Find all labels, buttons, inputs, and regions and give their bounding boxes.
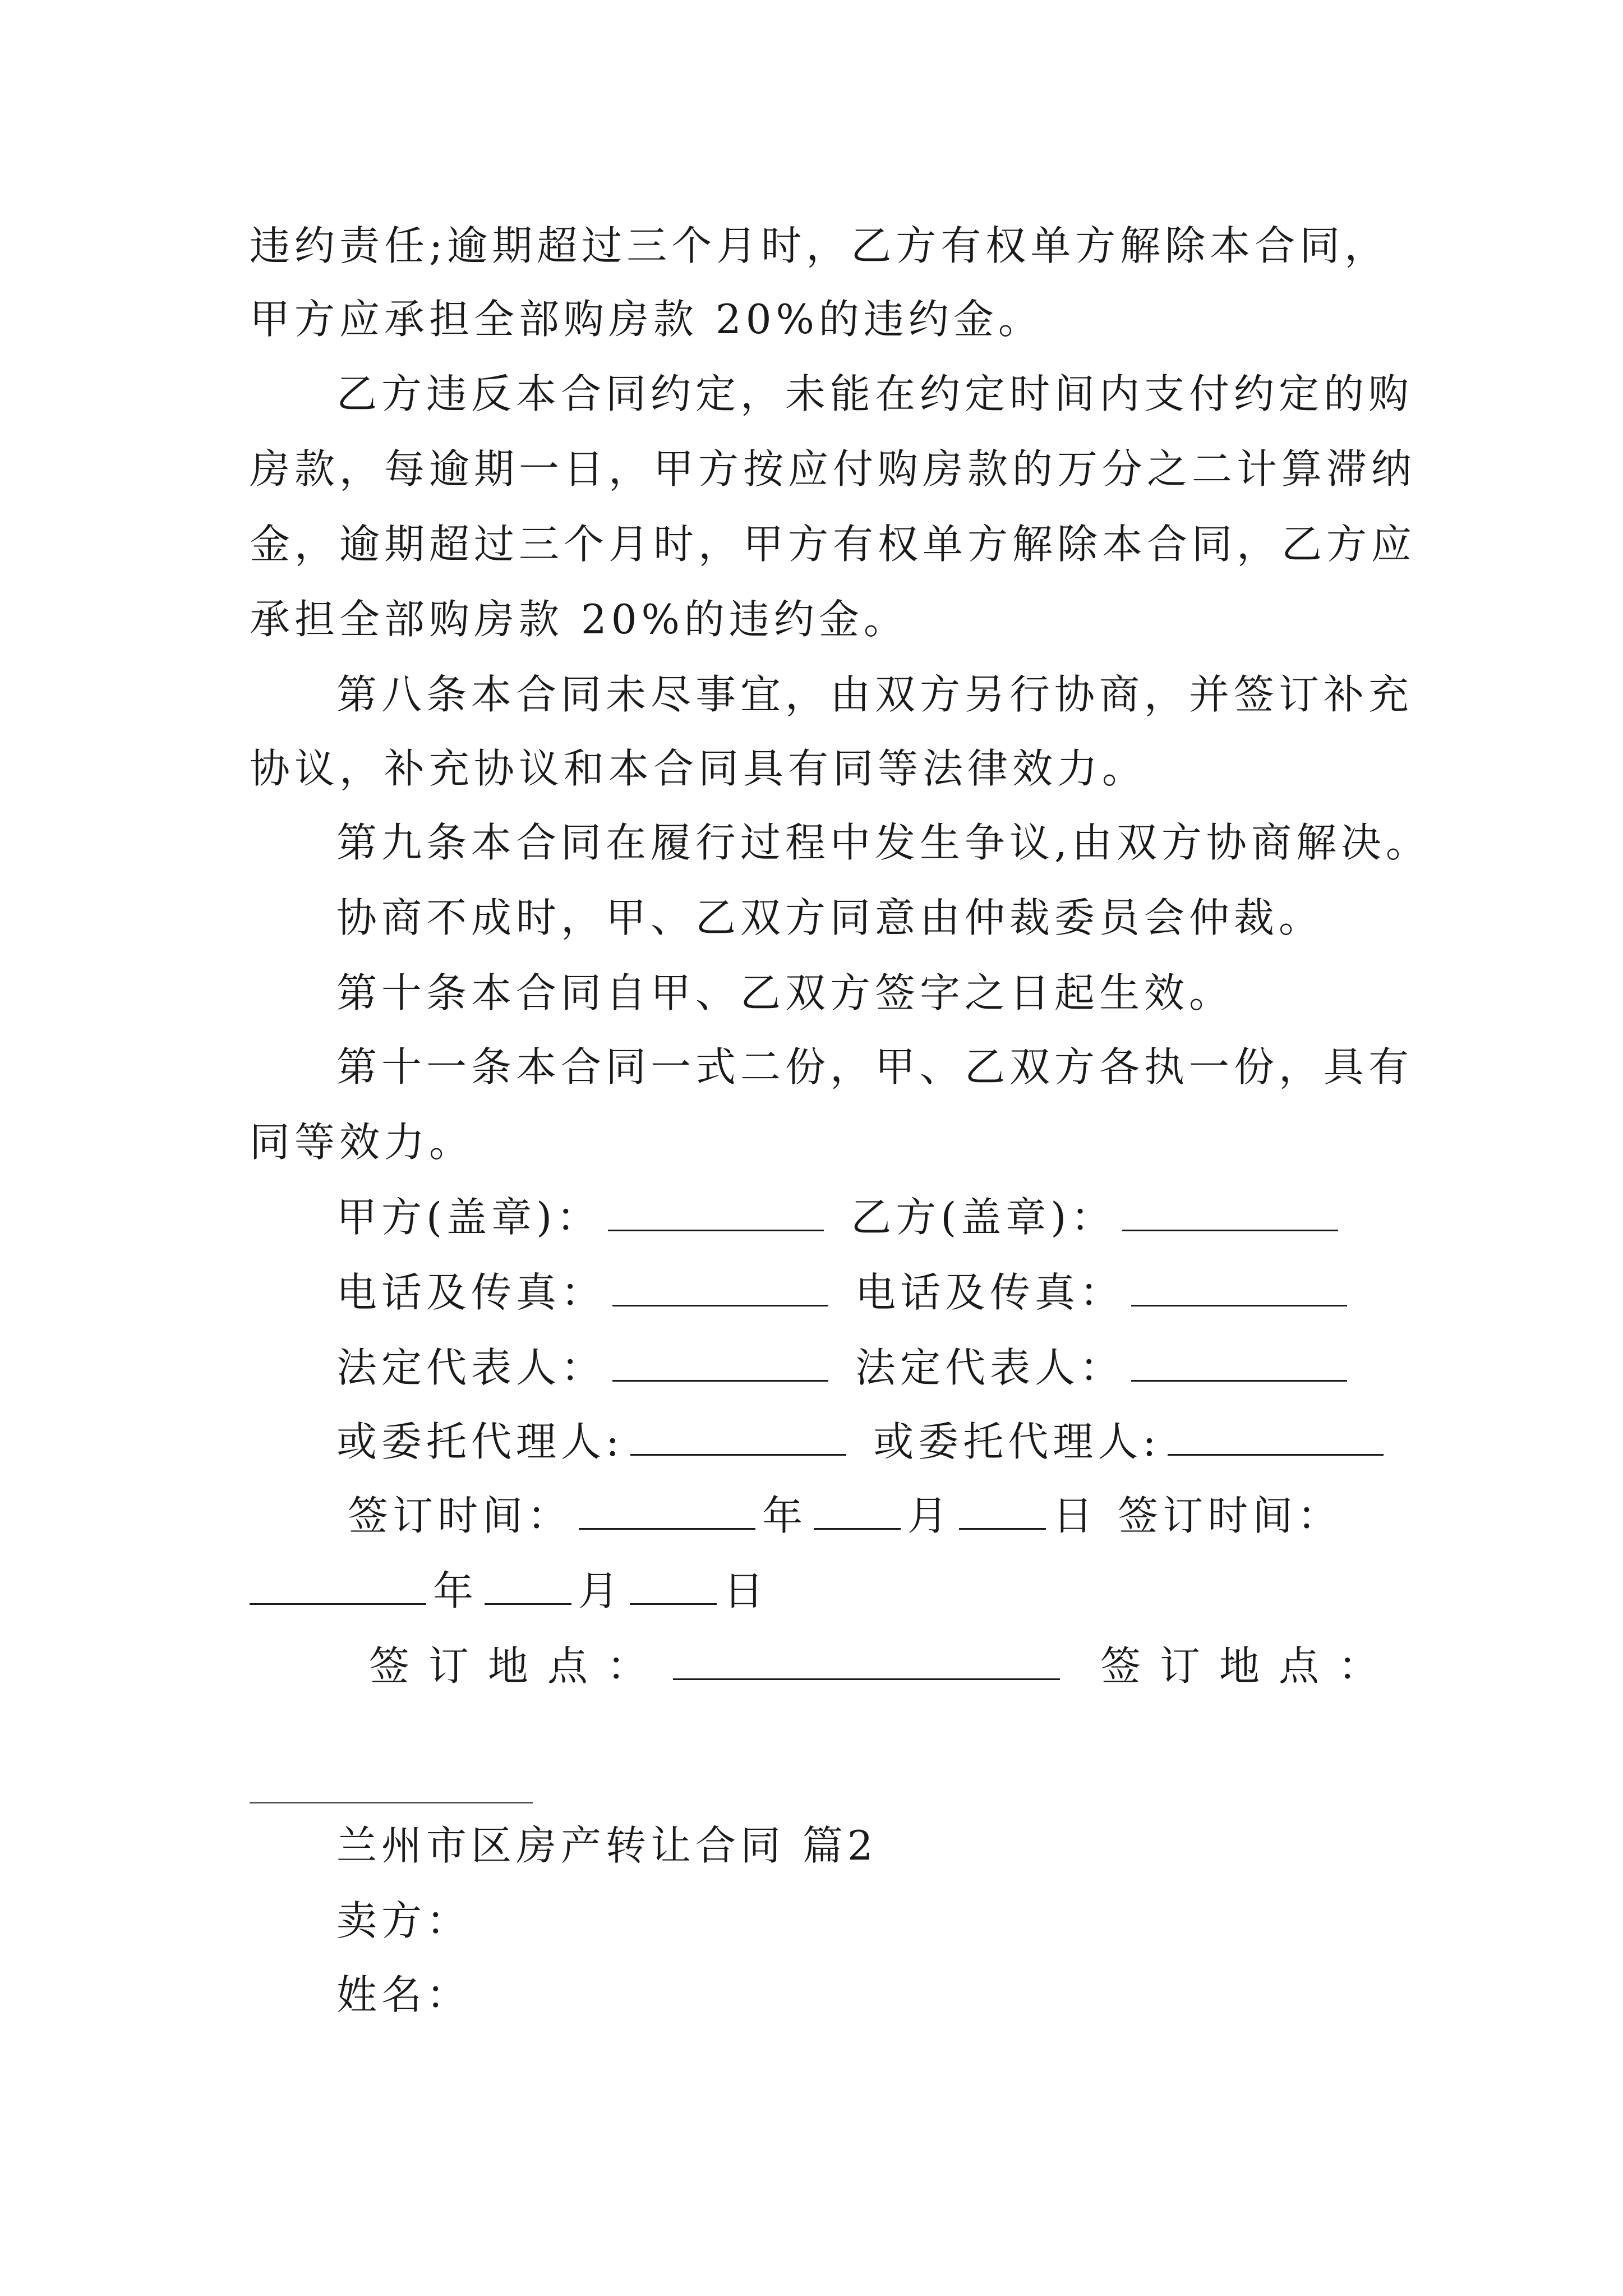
paragraph-line: 同等效力。: [250, 1119, 474, 1166]
year-label: 年: [762, 1492, 808, 1539]
legal-rep-b-blank: [1131, 1345, 1347, 1382]
paragraph-line: 甲方应承担全部购房款 20%的违约金。: [250, 296, 1043, 343]
sign-time-row: [348, 1488, 1342, 1544]
party-b-seal-label: 乙方(盖章)：: [851, 1194, 1116, 1241]
paragraph-line: 金，逾期超过三个月时，甲方有权单方解除本合同，乙方应: [250, 521, 1417, 568]
month-blank: [485, 1568, 571, 1605]
paragraph-line: 承担全部购房款 20%的违约金。: [250, 596, 909, 643]
name-label: 姓名：: [336, 1971, 472, 2018]
legal-rep-b-label: 法定代表人：: [855, 1344, 1125, 1391]
month-label: 月: [907, 1492, 953, 1539]
legal-rep-row: [336, 1340, 1354, 1396]
agent-a-label: 或委托代理人:: [336, 1418, 624, 1465]
month-blank: [814, 1493, 901, 1530]
paragraph-line: 第十一条本合同一式二份，甲、乙双方各执一份，具有: [336, 1043, 1414, 1091]
party-a-seal-blank: [608, 1195, 824, 1231]
year-blank: [579, 1493, 755, 1530]
agent-b-blank: [1168, 1419, 1384, 1456]
phone-fax-b-blank: [1131, 1270, 1347, 1306]
agent-b-label: 或委托代理人:: [873, 1418, 1161, 1465]
year-label: 年: [433, 1567, 478, 1614]
legal-rep-a-blank: [612, 1345, 828, 1382]
sign-time-cont-row: [250, 1563, 768, 1619]
day-label: 日: [1053, 1492, 1098, 1539]
seal-row: [336, 1189, 1345, 1245]
seller-label: 卖方：: [336, 1897, 472, 1944]
day-blank: [630, 1568, 717, 1605]
paragraph-line: 协商不成时，甲、乙双方同意由仲裁委员会仲裁。: [336, 894, 1324, 941]
sign-place-a-blank: [673, 1644, 1060, 1680]
paragraph-line: 协议，补充协议和本合同具有同等法律效力。: [250, 745, 1147, 792]
footnote-rule: [250, 1802, 533, 1803]
paragraph-line: 第九条本合同在履行过程中发生争议,由双方协商解决。: [336, 819, 1431, 866]
sign-time-b-label: 签订时间：: [1118, 1492, 1343, 1539]
month-label: 月: [578, 1567, 624, 1614]
paragraph-line: 第十条本合同自甲、乙双方签字之日起生效。: [336, 969, 1234, 1016]
day-blank: [959, 1493, 1046, 1530]
phone-fax-a-label: 电话及传真：: [336, 1269, 606, 1316]
agent-a-blank: [630, 1419, 846, 1456]
sign-place-a-label: 签订地点：: [369, 1642, 667, 1690]
section-title: 兰州市区房产转让合同 篇2: [336, 1822, 878, 1869]
paragraph-line: 乙方违反本合同约定，未能在约定时间内支付约定的购: [336, 370, 1414, 417]
phone-fax-a-blank: [612, 1270, 828, 1306]
sign-place-b-label: 签订地点：: [1100, 1642, 1398, 1690]
party-b-seal-blank: [1122, 1195, 1338, 1231]
phone-fax-b-label: 电话及传真：: [855, 1269, 1125, 1316]
day-label: 日: [723, 1567, 769, 1614]
agent-row: [336, 1414, 1390, 1470]
paragraph-line: 违约责任;逾期超过三个月时，乙方有权单方解除本合同，: [250, 222, 1390, 269]
sign-time-a-label: 签订时间：: [348, 1492, 573, 1539]
phone-fax-row: [336, 1264, 1354, 1320]
paragraph-line: 房款，每逾期一日，甲方按应付购房款的万分之二计算滞纳: [250, 445, 1417, 493]
legal-rep-a-label: 法定代表人：: [336, 1344, 606, 1391]
party-a-seal-label: 甲方(盖章)：: [336, 1194, 602, 1241]
year-blank: [250, 1568, 426, 1605]
sign-place-row: [369, 1638, 1398, 1694]
paragraph-line: 第八条本合同未尽事宜，由双方另行协商，并签订补充: [336, 671, 1414, 718]
